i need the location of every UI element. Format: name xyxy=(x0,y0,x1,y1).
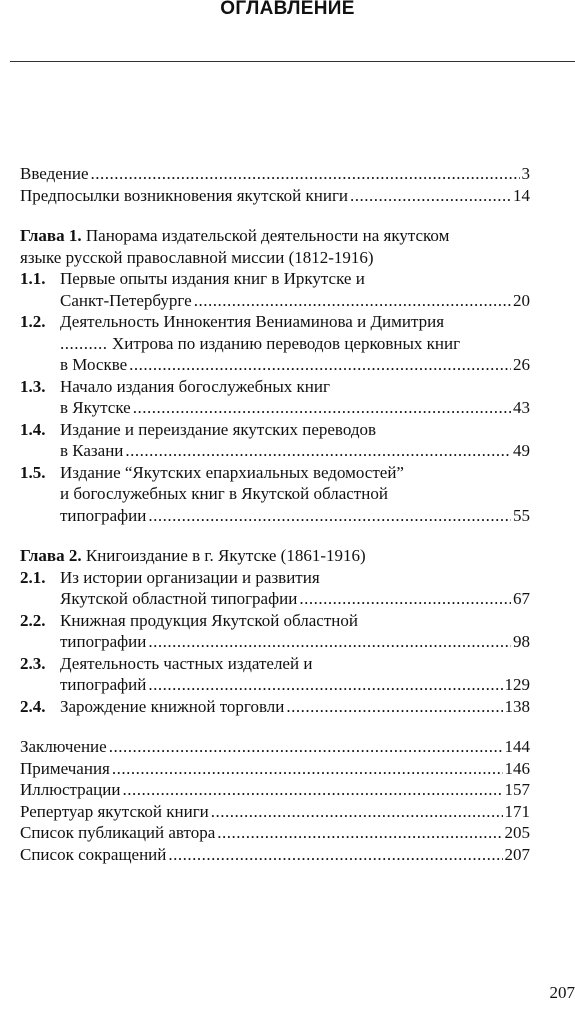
toc-entry-title: Введение xyxy=(20,164,89,183)
toc-entry-2-3-cont[interactable] xyxy=(20,674,530,696)
toc-page-number: 98 xyxy=(513,632,530,651)
toc-entry-title: Список сокращений xyxy=(20,844,167,864)
dot-leader xyxy=(133,397,511,419)
toc-page-number: 3 xyxy=(521,164,530,183)
page-number: 207 xyxy=(549,983,575,1002)
toc-page-number: 171 xyxy=(504,801,530,821)
section-title: Хитрова по изданию переводов церковных книг xyxy=(112,333,461,353)
toc-entry-title: Репертуар якутской книги xyxy=(20,801,209,821)
header-divider xyxy=(10,61,575,62)
chapter-1-heading[interactable] xyxy=(20,225,530,247)
dot-leader xyxy=(217,822,502,844)
toc-entry-1-4-cont[interactable] xyxy=(20,440,530,462)
dot-leader xyxy=(129,354,511,376)
section-title: типографии xyxy=(60,632,147,651)
toc-page-number: 20 xyxy=(513,290,530,310)
dot-leader xyxy=(148,674,502,696)
dot-leader xyxy=(112,758,503,780)
toc-entry-1-5-cont[interactable] xyxy=(20,483,530,505)
section-title: Начало издания богослужебных книг xyxy=(60,376,330,396)
section-number: 1.5. xyxy=(20,462,46,482)
dot-leader xyxy=(286,696,502,718)
chapter-title: языке русской православной миссии (1812-1916) xyxy=(20,247,374,267)
section-title: Издание и переиздание якутских переводов xyxy=(60,419,377,439)
dot-leader xyxy=(211,801,503,823)
toc-entry-2-4[interactable] xyxy=(20,696,530,718)
section-gap xyxy=(20,717,530,736)
toc-entry-title: Предпосылки возникновения якутской книги xyxy=(20,185,349,205)
section-title: Книжная продукция Якутской областной xyxy=(60,610,358,630)
section-gap xyxy=(20,206,530,225)
page-title: ОГЛАВЛЕНИЕ xyxy=(220,0,355,19)
toc-entry-1-4[interactable] xyxy=(20,419,530,441)
toc-entry-2-2[interactable] xyxy=(20,610,530,632)
chapter-label: Глава 2. xyxy=(20,546,82,565)
toc-entry-1-3[interactable] xyxy=(20,376,530,398)
toc-page-number: 43 xyxy=(513,398,530,417)
toc-page-number: 49 xyxy=(513,441,530,460)
toc-entry-abbreviations[interactable] xyxy=(20,844,530,866)
chapter-title: Панорама издательской деятельности на якутском xyxy=(85,226,450,245)
toc-entry-1-3-cont[interactable] xyxy=(20,397,530,419)
chapter-title: Книгоиздание в г. Якутске (1861-1916) xyxy=(85,546,366,565)
toc-page-number: 157 xyxy=(504,780,530,799)
toc-entry-repertoire[interactable] xyxy=(20,801,530,823)
section-title: в Москве xyxy=(60,355,128,374)
toc-page-number: 26 xyxy=(513,355,530,374)
toc-entry-title: Список публикаций автора xyxy=(20,823,216,842)
toc-entry-2-2-cont[interactable] xyxy=(20,631,530,653)
toc-page-number: 55 xyxy=(513,505,530,525)
dot-leader xyxy=(109,736,503,758)
section-title: Деятельность частных издателей и xyxy=(60,653,313,673)
toc-page-number: 144 xyxy=(504,737,530,756)
section-title: Якутской областной типографии xyxy=(60,589,298,608)
toc-entry-1-2-cont[interactable] xyxy=(20,333,530,355)
section-title: типографии xyxy=(60,505,147,525)
section-title: Зарождение книжной торговли xyxy=(60,696,285,716)
section-number: 1.2. xyxy=(20,312,46,331)
section-title: Деятельность Иннокентия Вениаминова и Димитрия xyxy=(60,312,445,331)
section-number: 2.1. xyxy=(20,567,46,587)
dot-leader xyxy=(299,588,511,610)
toc-entry-1-1[interactable] xyxy=(20,268,530,290)
section-number: 2.4. xyxy=(20,696,46,716)
dot-leader xyxy=(125,440,511,462)
chapter-1-heading-cont xyxy=(20,247,530,269)
section-number: 1.4. xyxy=(20,419,46,439)
chapter-2-heading[interactable] xyxy=(20,545,530,567)
section-title: в Якутске xyxy=(60,398,131,417)
dot-leader xyxy=(122,779,502,801)
dot-leader xyxy=(148,505,511,527)
dot-leader xyxy=(60,333,108,355)
dot-leader xyxy=(350,185,511,207)
table-of-contents xyxy=(20,163,530,865)
toc-page-number: 205 xyxy=(504,823,530,842)
dot-leader xyxy=(148,631,511,653)
toc-page-number: 67 xyxy=(513,589,530,608)
toc-entry-illustrations[interactable] xyxy=(20,779,530,801)
toc-entry-conclusion[interactable] xyxy=(20,736,530,758)
section-title: Санкт-Петербурге xyxy=(60,290,192,310)
toc-entry-2-3[interactable] xyxy=(20,653,530,675)
toc-entry-title: Примечания xyxy=(20,758,110,778)
section-title: типографий xyxy=(60,675,147,694)
toc-page-number: 138 xyxy=(504,696,530,716)
toc-entry-publications[interactable] xyxy=(20,822,530,844)
toc-entry-notes[interactable] xyxy=(20,758,530,780)
toc-page-number: 207 xyxy=(504,844,530,864)
toc-page-number: 14 xyxy=(513,185,530,205)
toc-page-number: 129 xyxy=(504,675,530,694)
toc-entry-1-2-cont[interactable] xyxy=(20,354,530,376)
section-number: 2.2. xyxy=(20,610,46,630)
section-title: Из истории организации и развития xyxy=(60,567,320,587)
section-title: в Казани xyxy=(60,441,124,460)
section-number: 1.1. xyxy=(20,269,46,288)
section-title: Первые опыты издания книг в Иркутске и xyxy=(60,269,365,288)
toc-entry-2-1[interactable] xyxy=(20,567,530,589)
dot-leader xyxy=(168,844,502,866)
section-gap xyxy=(20,526,530,545)
chapter-label: Глава 1. xyxy=(20,226,82,245)
toc-entry-1-5-cont[interactable] xyxy=(20,505,530,527)
toc-entry-introduction[interactable] xyxy=(20,163,530,185)
toc-entry-title: Иллюстрации xyxy=(20,780,121,799)
toc-entry-2-1-cont[interactable] xyxy=(20,588,530,610)
dot-leader xyxy=(91,163,520,185)
toc-entry-1-2[interactable] xyxy=(20,311,530,333)
section-title: и богослужебных книг в Якутской областной xyxy=(60,484,388,503)
toc-entry-title: Заключение xyxy=(20,737,107,756)
toc-page-number: 146 xyxy=(504,758,530,778)
section-number: 1.3. xyxy=(20,376,46,396)
section-title: Издание “Якутских епархиальных ведомостей” xyxy=(60,462,404,482)
toc-entry-prerequisites[interactable] xyxy=(20,185,530,207)
section-number: 2.3. xyxy=(20,653,46,673)
toc-entry-1-1-cont[interactable] xyxy=(20,290,530,312)
dot-leader xyxy=(194,290,511,312)
toc-entry-1-5[interactable] xyxy=(20,462,530,484)
